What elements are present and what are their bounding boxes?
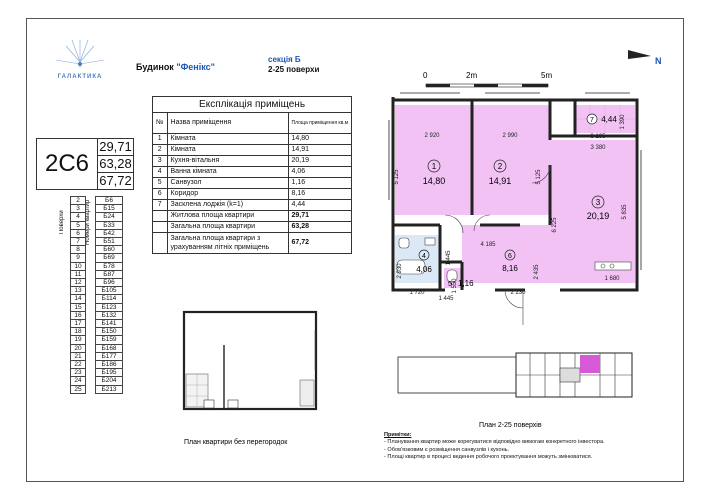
apartments-caption: Номери квартир [85,199,91,245]
floor-number: 10 [71,262,86,270]
room-4-number: 4 [422,253,426,260]
apartment-number: Б213 [96,385,123,393]
floor-number: 23 [71,369,86,377]
apartment-type: 2С6 [37,139,98,189]
building-name: "Фенікс" [176,62,215,72]
apartment-number: Б69 [96,254,123,262]
floor-number: 9 [71,254,86,262]
note-item: - Планування квартир може корегуватися відповідно вимогам конкретного інвестора. [384,439,605,446]
floor-number: 3 [71,205,86,213]
dim-label: 2 435 [534,264,540,280]
room-6-number: 6 [508,253,512,260]
floor-number: 24 [71,377,86,385]
total-area-summer: 67,72 [99,173,132,188]
apartment-number: Б195 [96,369,123,377]
dim-label: 2 920 [424,133,440,139]
notes [384,432,674,462]
section-key-plan [398,353,632,397]
apartment-number: Б60 [96,246,123,254]
apartment-number: Б6 [96,197,123,205]
apartment-number: Б177 [96,352,123,360]
table-row: 6 Коридор 8,16 [153,189,352,200]
scale-bar [423,71,552,87]
room-3-number: 3 [595,198,601,207]
apartment-number: Б15 [96,205,123,213]
room-2-fill [472,105,550,215]
apartment-number: Б96 [96,279,123,287]
dim-label: 5 125 [394,169,400,185]
room-2-area: 14,91 [488,176,512,186]
floor-number: 2 [71,197,86,205]
room-1-number: 1 [431,162,437,171]
floor-number: 8 [71,246,86,254]
floor-number: 22 [71,361,86,369]
floors-caption: Поверхи [59,210,65,234]
dim-label: 3 380 [590,145,606,151]
dim-label: 5 125 [536,169,542,185]
section-label: секція Б [268,55,301,64]
note-item: - Площі квартир в процесі ведення робочого проектування можуть змінюватися. [384,454,593,461]
floor-number: 5 [71,221,86,229]
dim-label: 1 445 [446,250,452,266]
dim-label: 6 225 [552,217,558,233]
floor-number: 13 [71,287,86,295]
floor-number: 18 [71,328,86,336]
dim-label: 1 390 [620,114,626,130]
floor-number: 17 [71,320,86,328]
dim-label: 1 720 [409,290,425,296]
dim-label: 1 680 [604,276,620,282]
col-num-header: № [153,113,168,134]
apartment-number: Б186 [96,361,123,369]
floor-plan-caption: План 2-25 поверхів [479,422,542,429]
dim-label: 1 550 [452,278,458,294]
room-1-area: 14,80 [422,176,446,186]
brand-name: ГАЛАКТИКА [57,74,103,80]
dim-label: 4 185 [480,242,496,248]
scale-zero: 0 [423,71,428,80]
apartment-number: Б159 [96,336,123,344]
explication-title: Експлікація приміщень [153,97,352,113]
apartment-number: Б168 [96,344,123,352]
apartment-number: Б141 [96,320,123,328]
total-row: Загальна площа квартири з урахуванням літніх приміщень 67,72 [153,233,352,254]
apartment-number: Б51 [96,238,123,246]
floor-number: 6 [71,229,86,237]
col-area-header: Площа приміщення кв.м [288,113,352,134]
room-7-area: 4,44 [601,115,617,124]
dim-label: 2 930 [397,263,403,279]
table-row: 4 Ванна кімната 4,06 [153,167,352,178]
floor-number: 25 [71,385,86,393]
floor-number: 7 [71,238,86,246]
floor-number: 21 [71,352,86,360]
table-row: 7 Засклена лоджія (k=1) 4,44 [153,200,352,211]
apartment-number: Б87 [96,270,123,278]
apartment-number: Б150 [96,328,123,336]
col-name-header: Назва приміщення [167,113,288,134]
note-item: - Обов'язковим є розміщення санвузлів і кухонь. [384,446,510,453]
bare-plan-caption: План квартири без перегородок [184,439,288,446]
table-row: 3 Кухня-вітальня 20,19 [153,156,352,167]
total-row: Загальна площа квартири 63,28 [153,222,352,233]
dim-label: 1 445 [438,296,454,302]
floor-number: 4 [71,213,86,221]
floor-number: 15 [71,303,86,311]
room-5-number: 5 [448,281,452,288]
floor-number: 11 [71,270,86,278]
room-7-number: 7 [590,117,594,124]
living-area: 29,71 [97,139,134,156]
apartment-number: Б114 [96,295,123,303]
room-2-number: 2 [497,162,503,171]
table-row: 5 Санвузол 1,16 [153,178,352,189]
room-4-area: 4,06 [416,265,432,274]
apartment-highlight [580,355,600,373]
floor-number: 12 [71,279,86,287]
dim-label: 2 990 [502,133,518,139]
apartment-number: Б42 [96,229,123,237]
dim-label: 3 195 [590,134,606,140]
dim-label: 5 835 [622,204,628,220]
total-area: 63,28 [97,156,134,173]
room-3-area: 20,19 [586,211,610,221]
floor-number: 19 [71,336,86,344]
floor-number: 20 [71,344,86,352]
apartment-number: Б132 [96,311,123,319]
apartment-number: Б78 [96,262,123,270]
compass-label: N [655,56,662,66]
floors-range: 2-25 поверхи [268,65,320,74]
bare-apartment-plan [184,312,316,409]
dim-label: 2 230 [510,290,526,296]
building-prefix: Будинок [136,62,177,72]
scale-mid: 2m [466,71,478,80]
floor-number: 14 [71,295,86,303]
apartment-plan [389,93,641,325]
apartment-number: Б204 [96,377,123,385]
apartment-number: Б24 [96,213,123,221]
apartment-number: Б105 [96,287,123,295]
notes-title: Примітки: [384,432,412,438]
floor-number: 16 [71,311,86,319]
apartment-number: Б123 [96,303,123,311]
room-5-area: 1,16 [458,279,474,288]
total-row: Житлова площа квартири 29,71 [153,211,352,222]
table-row: 2 Кімната 14,91 [153,145,352,156]
compass-icon [628,50,662,66]
table-row: 1 Кімната 14,80 [153,134,352,145]
apartment-number: Б33 [96,221,123,229]
scale-end: 5m [541,71,553,80]
room-6-area: 8,16 [502,264,518,273]
